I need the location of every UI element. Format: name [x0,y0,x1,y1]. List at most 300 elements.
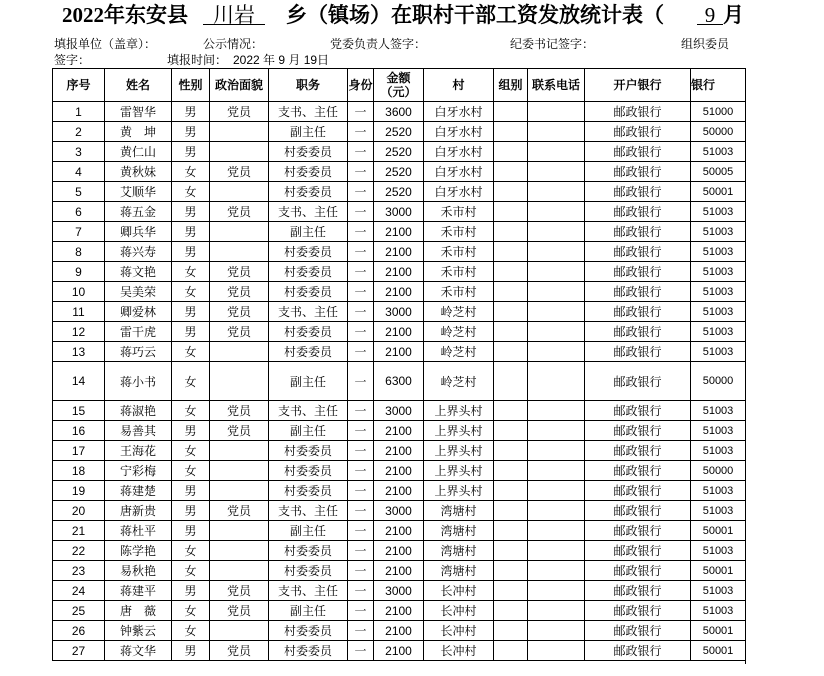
cell-village: 禾市村 [424,242,494,262]
cell-position: 村委委员 [269,481,348,501]
title-month-field: 9 [697,0,723,25]
cell-bank-account: 51003 [691,541,746,561]
cell-amount: 2100 [374,601,424,621]
cell-name: 蒋五金 [105,202,172,222]
cell-bank-account: 51003 [691,202,746,222]
cell-amount: 2100 [374,461,424,481]
cell-political [210,342,269,362]
cell-bank-account: 50001 [691,561,746,581]
cell-position: 村委委员 [269,461,348,481]
cell-bank-account: 51003 [691,441,746,461]
cell-group [494,421,528,441]
cell-identity: 一 [348,561,374,581]
cell-village: 上界头村 [424,441,494,461]
cell-gender: 男 [172,521,210,541]
header-name: 姓名 [105,69,172,102]
cell-group [494,501,528,521]
title-town-field: 川岩 [203,0,265,25]
cell-identity: 一 [348,481,374,501]
cell-position: 副主任 [269,521,348,541]
cell-position: 副主任 [269,122,348,142]
party-sign-label: 党委负责人签字： [330,37,427,51]
cell-village: 岭芝村 [424,362,494,401]
cell-name: 易秋艳 [105,561,172,581]
header-bank: 开户银行 [585,69,691,102]
cell-amount: 2100 [374,521,424,541]
cell-amount: 3000 [374,401,424,421]
cell-amount: 3000 [374,302,424,322]
cell-gender: 女 [172,262,210,282]
cell-name: 蒋兴寿 [105,242,172,262]
cell-gender: 女 [172,621,210,641]
cell-seq: 21 [53,521,105,541]
cell-position: 村委委员 [269,441,348,461]
cell-group [494,481,528,501]
table-row [53,581,746,601]
cell-gender: 男 [172,222,210,242]
cell-village: 上界头村 [424,421,494,441]
cell-bank-account: 50001 [691,621,746,641]
header-identity: 身份 [348,69,374,102]
cell-bank: 邮政银行 [585,441,691,461]
salary-table [52,68,746,661]
cell-village: 白牙水村 [424,122,494,142]
table-row [53,362,746,401]
cell-group [494,102,528,122]
cell-name: 王海花 [105,441,172,461]
table-row [53,461,746,481]
cell-identity: 一 [348,401,374,421]
cell-phone [528,401,585,421]
cell-phone [528,561,585,581]
table-row [53,421,746,441]
cell-position: 村委委员 [269,282,348,302]
cell-political [210,461,269,481]
cell-seq: 8 [53,242,105,262]
cell-village: 长冲村 [424,601,494,621]
sheet-overflow-mask [745,68,824,664]
cell-political: 党员 [210,421,269,441]
cell-name: 蒋文华 [105,641,172,661]
cell-seq: 7 [53,222,105,242]
header-amount: 金额（元） [374,69,424,102]
cell-name: 蒋建平 [105,581,172,601]
cell-village: 湾塘村 [424,541,494,561]
cell-village: 长冲村 [424,621,494,641]
cell-gender: 男 [172,501,210,521]
cell-village: 白牙水村 [424,142,494,162]
cell-identity: 一 [348,621,374,641]
cell-village: 上界头村 [424,401,494,421]
cell-identity: 一 [348,262,374,282]
header-village: 村 [424,69,494,102]
discipline-sign-label: 纪委书记签字： [510,37,595,51]
cell-phone [528,282,585,302]
cell-identity: 一 [348,541,374,561]
cell-name: 唐 薇 [105,601,172,621]
cell-position: 副主任 [269,362,348,401]
cell-gender: 男 [172,421,210,441]
sheet-title [0,0,824,34]
cell-group [494,322,528,342]
cell-gender: 男 [172,641,210,661]
cell-group [494,401,528,421]
cell-seq: 17 [53,441,105,461]
cell-political [210,122,269,142]
cell-political [210,441,269,461]
cell-amount: 2100 [374,441,424,461]
cell-identity: 一 [348,102,374,122]
cell-group [494,441,528,461]
cell-seq: 9 [53,262,105,282]
cell-village: 禾市村 [424,262,494,282]
cell-bank: 邮政银行 [585,561,691,581]
header-bank-account: 银行 [691,69,746,102]
cell-gender: 男 [172,242,210,262]
cell-political [210,242,269,262]
cell-bank-account: 50000 [691,362,746,401]
title-prefix: 2022年东安县 [62,3,188,27]
cell-name: 雷智华 [105,102,172,122]
cell-phone [528,581,585,601]
cell-village: 长冲村 [424,641,494,661]
cell-phone [528,421,585,441]
cell-political: 党员 [210,262,269,282]
cell-identity: 一 [348,601,374,621]
cell-seq: 16 [53,421,105,441]
table-row [53,122,746,142]
cell-bank: 邮政银行 [585,182,691,202]
cell-political [210,541,269,561]
cell-seq: 24 [53,581,105,601]
cell-identity: 一 [348,342,374,362]
cell-bank: 邮政银行 [585,102,691,122]
cell-bank: 邮政银行 [585,282,691,302]
cell-phone [528,541,585,561]
cell-political [210,182,269,202]
cell-political [210,142,269,162]
cell-group [494,541,528,561]
cell-village: 上界头村 [424,481,494,501]
cell-position: 村委委员 [269,561,348,581]
publicity-label: 公示情况： [203,37,264,51]
cell-phone [528,122,585,142]
cell-name: 蒋文艳 [105,262,172,282]
cell-name: 黄仁山 [105,142,172,162]
cell-political: 党员 [210,322,269,342]
cell-village: 长冲村 [424,581,494,601]
cell-identity: 一 [348,441,374,461]
cell-phone [528,242,585,262]
cell-phone [528,222,585,242]
cell-political [210,561,269,581]
cell-name: 卿兵华 [105,222,172,242]
cell-bank: 邮政银行 [585,521,691,541]
cell-amount: 2100 [374,621,424,641]
table-row [53,441,746,461]
table-row [53,481,746,501]
cell-bank: 邮政银行 [585,481,691,501]
cell-name: 易善其 [105,421,172,441]
cell-bank-account: 51003 [691,242,746,262]
cell-name: 蒋巧云 [105,342,172,362]
cell-gender: 女 [172,461,210,481]
cell-village: 湾塘村 [424,521,494,541]
cell-amount: 2100 [374,421,424,441]
cell-bank-account: 51000 [691,102,746,122]
cell-identity: 一 [348,142,374,162]
cell-gender: 女 [172,601,210,621]
cell-bank-account: 51003 [691,222,746,242]
cell-bank: 邮政银行 [585,621,691,641]
cell-name: 卿爱林 [105,302,172,322]
column-border [745,68,746,664]
cell-political: 党员 [210,401,269,421]
cell-phone [528,521,585,541]
cell-gender: 女 [172,401,210,421]
cell-amount: 2100 [374,641,424,661]
cell-position: 村委委员 [269,322,348,342]
cell-identity: 一 [348,222,374,242]
cell-group [494,521,528,541]
cell-bank: 邮政银行 [585,401,691,421]
cell-group [494,641,528,661]
cell-phone [528,441,585,461]
cell-amount: 3000 [374,202,424,222]
cell-bank-account: 51003 [691,262,746,282]
cell-gender: 男 [172,202,210,222]
cell-phone [528,182,585,202]
cell-bank-account: 51003 [691,401,746,421]
cell-political: 党员 [210,162,269,182]
table-row [53,342,746,362]
cell-name: 吴美荣 [105,282,172,302]
cell-identity: 一 [348,641,374,661]
cell-bank-account: 51003 [691,302,746,322]
cell-bank: 邮政银行 [585,162,691,182]
cell-amount: 3000 [374,501,424,521]
cell-bank: 邮政银行 [585,262,691,282]
table-row [53,302,746,322]
table-row [53,601,746,621]
cell-name: 蒋淑艳 [105,401,172,421]
cell-bank: 邮政银行 [585,142,691,162]
cell-seq: 22 [53,541,105,561]
cell-name: 蒋杜平 [105,521,172,541]
cell-identity: 一 [348,282,374,302]
cell-gender: 女 [172,362,210,401]
cell-identity: 一 [348,322,374,342]
cell-seq: 10 [53,282,105,302]
table-row [53,322,746,342]
cell-name: 雷干虎 [105,322,172,342]
cell-phone [528,481,585,501]
cell-gender: 女 [172,541,210,561]
cell-bank-account: 51003 [691,342,746,362]
cell-phone [528,202,585,222]
cell-political: 党员 [210,282,269,302]
cell-village: 岭芝村 [424,342,494,362]
cell-gender: 男 [172,322,210,342]
cell-political: 党员 [210,641,269,661]
cell-village: 湾塘村 [424,561,494,581]
cell-political: 党员 [210,581,269,601]
cell-bank: 邮政银行 [585,302,691,322]
cell-position: 支书、主任 [269,202,348,222]
table-header-row [53,69,746,102]
cell-political: 党员 [210,501,269,521]
cell-phone [528,601,585,621]
cell-group [494,282,528,302]
cell-name: 黄 坤 [105,122,172,142]
cell-phone [528,162,585,182]
cell-seq: 3 [53,142,105,162]
cell-seq: 25 [53,601,105,621]
cell-gender: 男 [172,122,210,142]
cell-identity: 一 [348,362,374,401]
cell-phone [528,322,585,342]
cell-bank-account: 50005 [691,162,746,182]
cell-seq: 5 [53,182,105,202]
cell-bank-account: 50001 [691,521,746,541]
cell-phone [528,641,585,661]
cell-group [494,362,528,401]
cell-position: 村委委员 [269,242,348,262]
cell-village: 白牙水村 [424,162,494,182]
cell-identity: 一 [348,162,374,182]
cell-phone [528,262,585,282]
cell-bank-account: 51003 [691,142,746,162]
cell-position: 支书、主任 [269,102,348,122]
cell-gender: 女 [172,561,210,581]
cell-gender: 男 [172,581,210,601]
cell-amount: 2100 [374,481,424,501]
cell-bank: 邮政银行 [585,122,691,142]
reporting-unit-label: 填报单位（盖章）： [54,37,157,51]
header-position: 职务 [269,69,348,102]
table-row [53,401,746,421]
cell-bank: 邮政银行 [585,461,691,481]
cell-gender: 男 [172,481,210,501]
cell-amount: 2100 [374,262,424,282]
header-group: 组别 [494,69,528,102]
cell-group [494,461,528,481]
cell-seq: 23 [53,561,105,581]
cell-bank: 邮政银行 [585,222,691,242]
table-row [53,262,746,282]
cell-bank-account: 50000 [691,122,746,142]
org-committee-label: 组织委员 [681,37,730,51]
cell-gender: 女 [172,282,210,302]
cell-identity: 一 [348,302,374,322]
cell-position: 支书、主任 [269,581,348,601]
cell-name: 蒋小书 [105,362,172,401]
cell-phone [528,302,585,322]
cell-position: 村委委员 [269,342,348,362]
cell-amount: 3600 [374,102,424,122]
cell-village: 禾市村 [424,282,494,302]
table-row [53,222,746,242]
cell-identity: 一 [348,122,374,142]
cell-group [494,342,528,362]
cell-identity: 一 [348,242,374,262]
cell-amount: 2100 [374,561,424,581]
cell-identity: 一 [348,501,374,521]
table-row [53,521,746,541]
cell-identity: 一 [348,461,374,481]
cell-position: 村委委员 [269,641,348,661]
cell-seq: 20 [53,501,105,521]
cell-bank: 邮政银行 [585,342,691,362]
cell-amount: 6300 [374,362,424,401]
cell-group [494,202,528,222]
cell-political: 党员 [210,601,269,621]
cell-bank: 邮政银行 [585,501,691,521]
cell-position: 村委委员 [269,162,348,182]
cell-amount: 2520 [374,122,424,142]
cell-gender: 男 [172,102,210,122]
cell-bank-account: 51003 [691,322,746,342]
cell-political [210,362,269,401]
cell-position: 村委委员 [269,182,348,202]
cell-phone [528,461,585,481]
cell-village: 湾塘村 [424,501,494,521]
cell-seq: 26 [53,621,105,641]
cell-amount: 2520 [374,182,424,202]
cell-amount: 2100 [374,242,424,262]
cell-gender: 女 [172,441,210,461]
cell-identity: 一 [348,202,374,222]
table-row [53,142,746,162]
table-row [53,162,746,182]
cell-phone [528,142,585,162]
cell-group [494,122,528,142]
cell-bank-account: 51003 [691,501,746,521]
cell-position: 副主任 [269,421,348,441]
table-row [53,641,746,661]
cell-amount: 2520 [374,162,424,182]
cell-bank: 邮政银行 [585,581,691,601]
report-date-value: 2022 年 9 月 19日 [233,53,330,67]
table-row [53,501,746,521]
cell-bank: 邮政银行 [585,202,691,222]
cell-seq: 1 [53,102,105,122]
cell-group [494,561,528,581]
cell-political [210,521,269,541]
cell-amount: 2100 [374,222,424,242]
cell-bank: 邮政银行 [585,541,691,561]
cell-group [494,581,528,601]
cell-position: 支书、主任 [269,302,348,322]
cell-village: 白牙水村 [424,102,494,122]
cell-village: 岭芝村 [424,322,494,342]
cell-seq: 18 [53,461,105,481]
cell-position: 副主任 [269,222,348,242]
cell-political [210,621,269,641]
cell-group [494,262,528,282]
cell-seq: 4 [53,162,105,182]
cell-phone [528,102,585,122]
cell-gender: 女 [172,342,210,362]
cell-name: 艾顺华 [105,182,172,202]
cell-gender: 女 [172,182,210,202]
cell-group [494,242,528,262]
cell-seq: 6 [53,202,105,222]
table-row [53,561,746,581]
cell-position: 村委委员 [269,142,348,162]
header-gender: 性别 [172,69,210,102]
cell-name: 宁彩梅 [105,461,172,481]
